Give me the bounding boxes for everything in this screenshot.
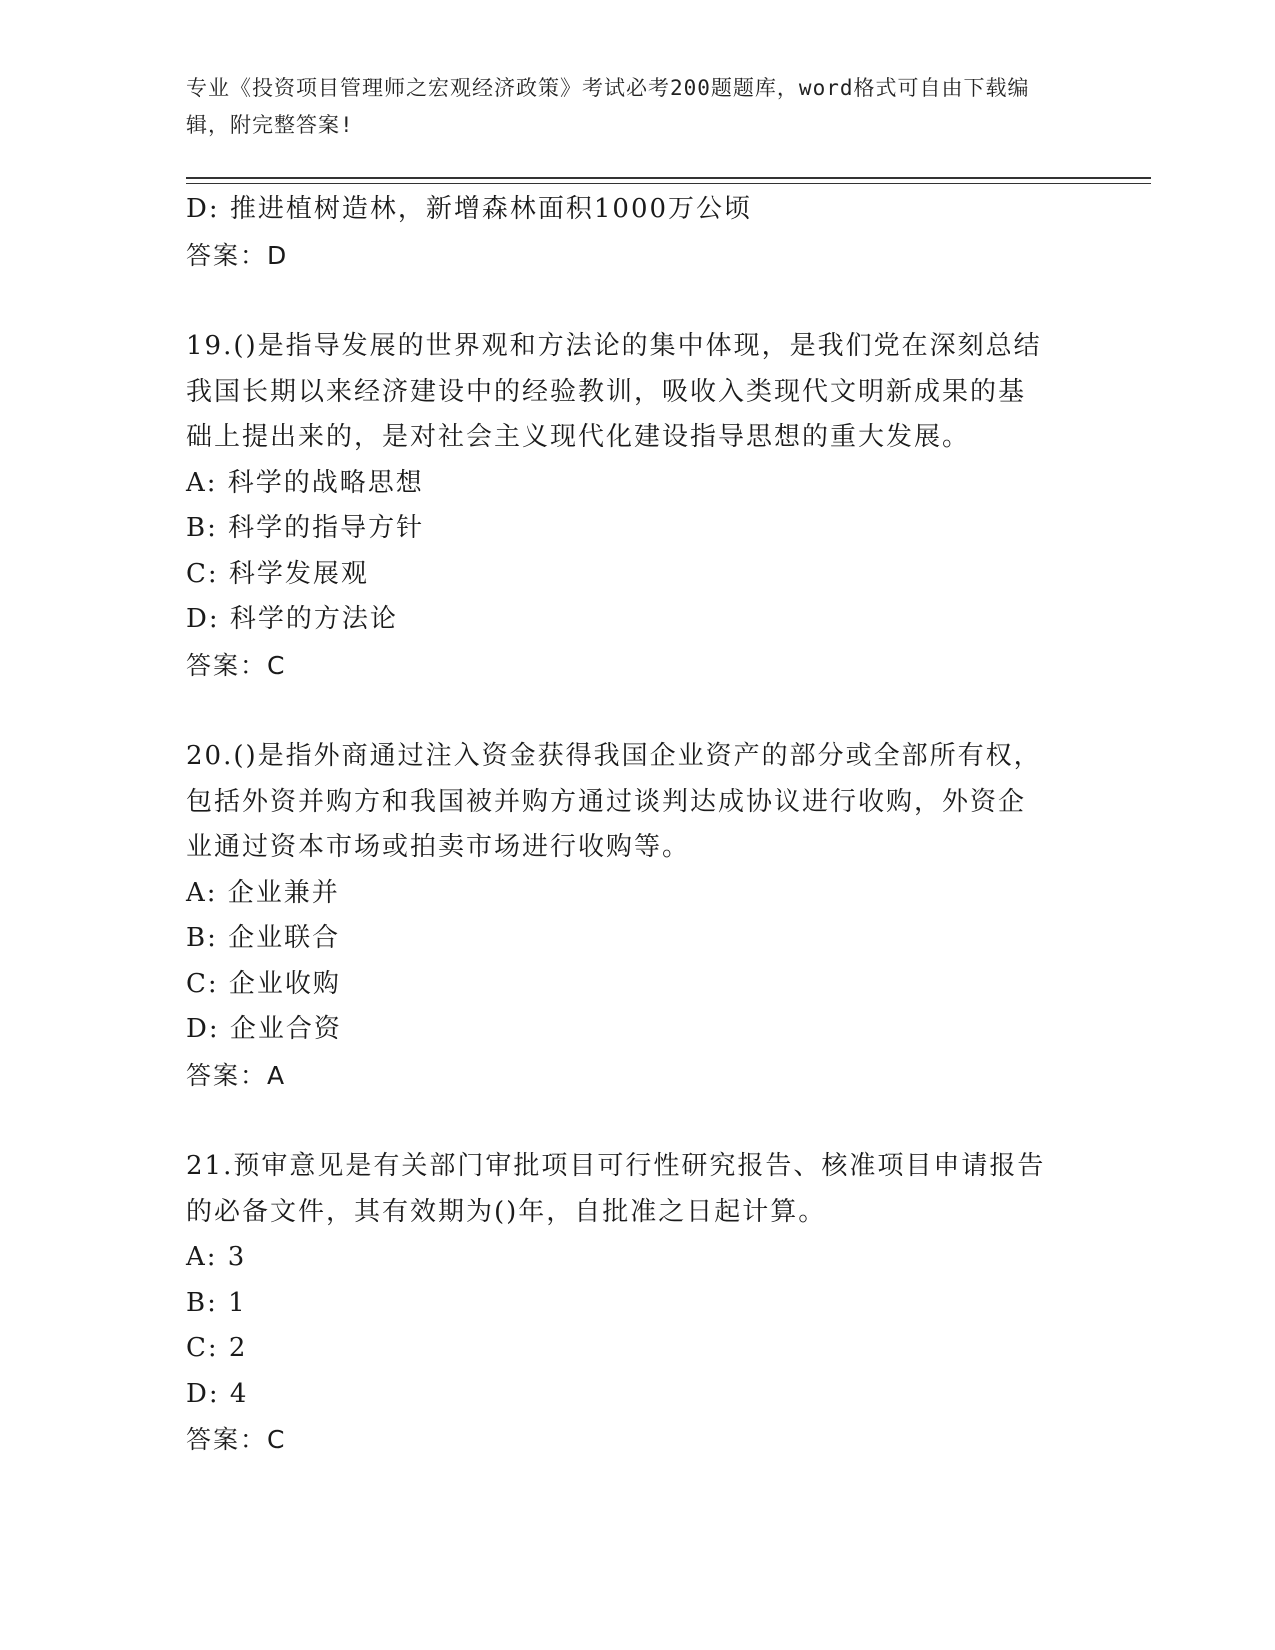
question-text-line: 19.()是指导发展的世界观和方法论的集中体现，是我们党在深刻总结 <box>186 331 1042 361</box>
option-d: D: 4 <box>186 1378 249 1409</box>
question-21 <box>186 1144 1066 1463</box>
option-c: C: 2 <box>186 1333 248 1363</box>
answer-line: 答案：C <box>186 650 287 680</box>
option-a: A: 3 <box>186 1242 247 1272</box>
option-b: B: 企业联合 <box>186 923 341 953</box>
option-d: D: 企业合资 <box>186 1014 342 1044</box>
answer-line: 答案：D <box>186 240 289 270</box>
spacer <box>186 688 1066 734</box>
document-body <box>186 187 1066 1463</box>
question-text-line: 20.()是指外商通过注入资金获得我国企业资产的部分或全部所有权， <box>186 741 1042 771</box>
header-divider-thin <box>186 183 1151 184</box>
header-divider-thick <box>186 177 1151 179</box>
question-19 <box>186 324 1066 688</box>
spacer <box>186 278 1066 324</box>
question-text-line: 业通过资本市场或拍卖市场进行收购等。 <box>186 832 691 862</box>
option-d: D: 科学的方法论 <box>186 604 398 634</box>
option-b: B: 1 <box>186 1287 247 1318</box>
option-a: A: 企业兼并 <box>186 877 340 908</box>
option-c: C: 科学发展观 <box>186 558 369 589</box>
previous-question-tail <box>186 187 1066 278</box>
answer-line: 答案：A <box>186 1060 287 1090</box>
question-text-line: 的必备文件，其有效期为()年，自批准之日起计算。 <box>186 1196 827 1227</box>
spacer <box>186 1098 1066 1144</box>
question-text-line: 包括外资并购方和我国被并购方通过谈判达成协议进行收购，外资企 <box>186 786 1027 817</box>
question-20 <box>186 734 1066 1098</box>
question-text-line: 21.预审意见是有关部门审批项目可行性研究报告、核准项目申请报告 <box>186 1151 1046 1181</box>
answer-line: 答案：C <box>186 1425 287 1454</box>
question-text-line: 础上提出来的，是对社会主义现代化建设指导思想的重大发展。 <box>186 422 971 452</box>
question-text-line: 我国长期以来经济建设中的经验教训，吸收入类现代文明新成果的基 <box>186 376 1027 407</box>
option-d: D: 推进植树造林，新增森林面积1000万公顷 <box>186 194 753 224</box>
document-header: 专业《投资项目管理师之宏观经济政策》考试必考200题题库，word格式可自由下载编辑，附完整答案! <box>186 76 1030 137</box>
option-b: B: 科学的指导方针 <box>186 513 425 543</box>
option-c: C: 企业收购 <box>186 968 341 999</box>
option-a: A: 科学的战略思想 <box>186 467 424 498</box>
